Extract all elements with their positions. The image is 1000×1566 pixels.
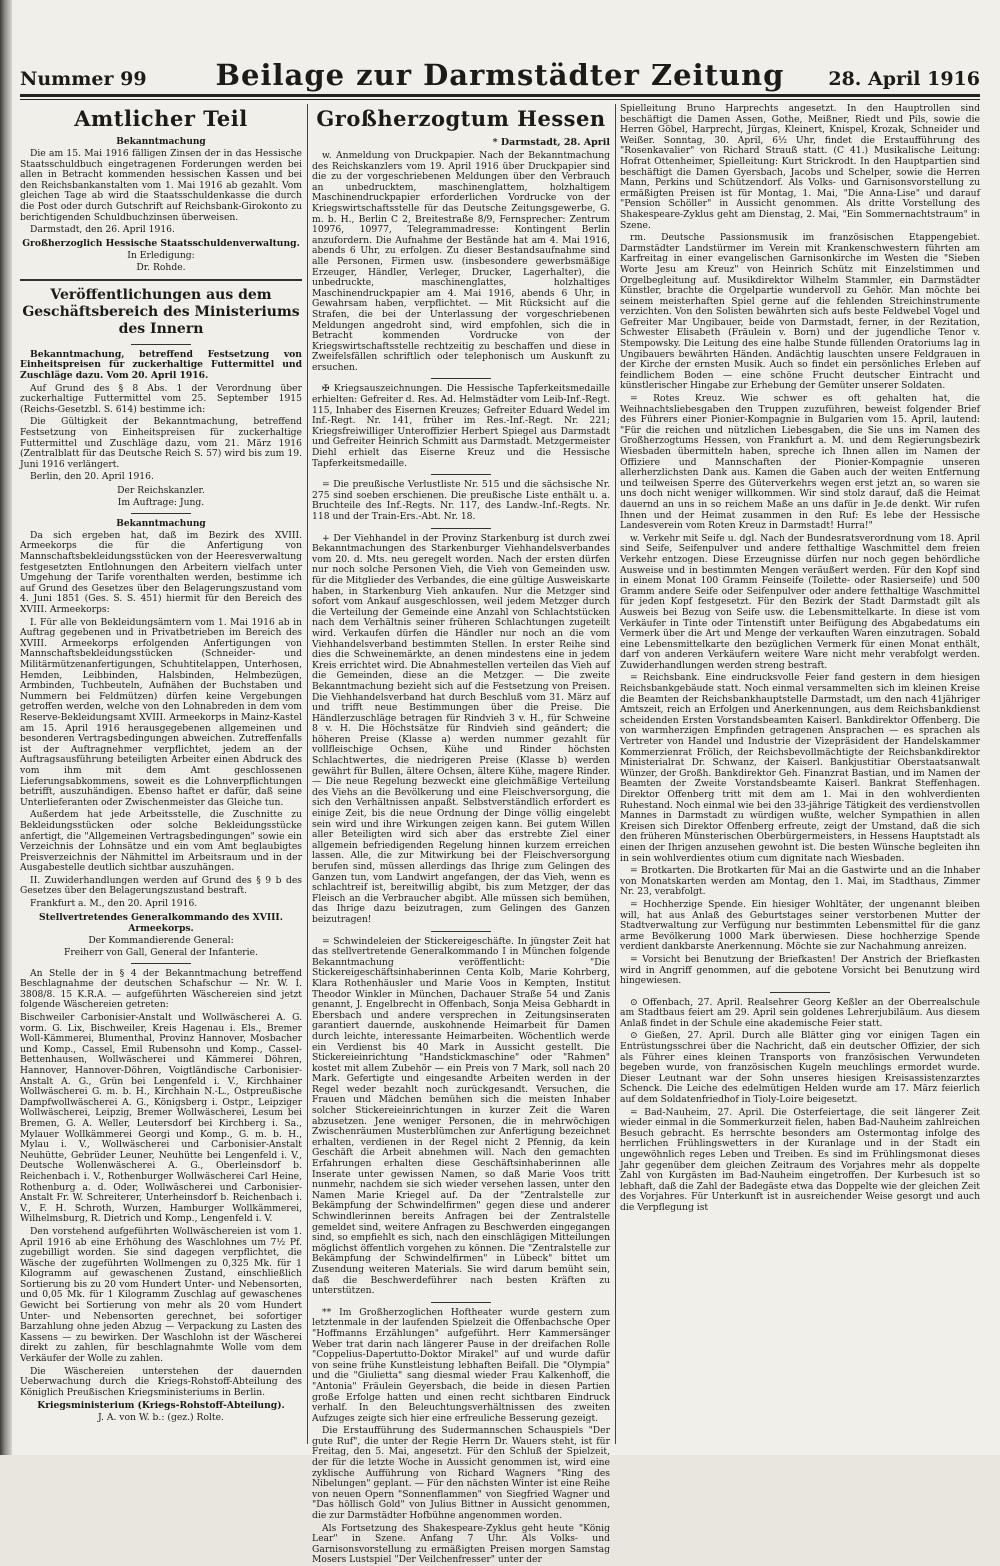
masthead-rule (20, 94, 980, 97)
issue-date: 28. April 1916 (828, 68, 980, 90)
article-paragraph: Spielleitung Bruno Harprechts angesetzt. In den Hauptrollen sind beschäftigt die Damen Assen, Gothe, Meißner, Riedt und Pils, sowie die Herren Göbel, Harprecht, Jürgas, Kleinert, Knispel, Krozak, Schneider und Weißer. Sonntag, 30. April, 6½ Uhr, findet die Erstaufführung des "Rosenkavalier" von Richard Strauß statt. (C 41.) Musikalische Leitung: Hofrat Ottenheimer, Spielleitung: Kurt Strickrodt. In den Hauptpartien sind beschäftigt die Damen Gyersbach, Jacobs und Schelper, sowie die Herren Mann, Perkins und Schützendorf. Als Volks- und Garnisonsvorstellung zu ermäßigten Preisen ist für Montag, 1. Mai, "Die Anna-Lise" und darauf "Pension Schöller" in Aussicht genommen. Als dritte Vorstellung des Shakespeare-Zyklus geht am Dienstag, 2. Mai, "Ein Sommernachtstraum" in Szene. (620, 103, 980, 231)
article-paragraph: w. Verkehr mit Seife u. dgl. Nach der Bundesratsverordnung vom 18. April sind Seife, Seifenpulver und andere fetthaltige Waschmittel dem freien Verkehr entzogen. Diese Erzeugnisse dürfen nur noch gegen behördliche Ausweise und in bestimmten Mengen veräußert werden. Für den Kopf sind in einem Monat 100 Gramm Feinseife (Toilette- oder Rasierseife) und 500 Gramm andere Seife oder Seifenpulver oder andere fetthaltige Waschmittel für jeden Kopf festgesetzt. Für den Bezirk der Stadt Darmstadt gilt als Ausweis bei Bezug von Seife usw. die Lebensmittelkarte. In diese ist vom Verkäufer in Tinte oder Tintenstift unter Beifügung des Abgabedatums ein Vermerk über die Art und Menge der verkauften Waren einzutragen. Sobald eine Lebensmittelkarte den bezüglichen Vermerk für einen Monat enthält, darf von anderen Verkäufern weitere Ware nicht mehr verabfolgt werden. Zuwiderhandlungen werden streng bestraft. (620, 532, 980, 671)
scan-binding-edge (0, 0, 12, 1455)
notice-signature: Dr. Rohde. (136, 261, 186, 273)
section-title-amtlicher-teil: Amtlicher Teil (74, 106, 248, 131)
divider (20, 279, 302, 281)
notice-text: I. Für alle von Bekleidungsämtern vom 1. Mai 1916 ab in Auftrag gegebenen und in Privatbetrieben im Bereich des XVIII. Armeekorps erfolgenden Anfertigungen von Mannschaftsbekleidungsstücken (Schneider- und Militärmützenanfertigungen, Schuhtitelappen, Unterhosen, Hemden, Leibbinden, Halsbinden, Helmbezügen, Armbinden, Tuchbeuteln, Aufnähen der Buchstaben und Nummern bei Feldmützen) dürfen keine Vergebungen getroffen werden, welche von den Lohnabreden in dem vom Reserve-Bekleidungsamt XVIII. Armeekorps in Mainz-Kastel am 15. April 1916 herausgegebenen allgemeinen und besonderen Vertragsbedingungen abweichen. Zutreffenfalls ist der Auftragnehmer verpflichtet, jedem an der Auftragsausführung beteiligten Arbeiter einen Abdruck des vom ihm mit dem Amt geschlossenen Lieferungsabkommens, soweit es die Lohnverpflichtungen betrifft, auszuhändigen. Ebenso haftet er dafür, daß seine Unterlieferanten oder Zwischenmeister das Gleiche tun. (20, 616, 302, 808)
notice-text: Da sich ergeben hat, daß im Bezirk des XVIII. Armeekorps die für die Anfertigung von Mannschaftsbekleidungsstücken von der Heeresverwaltung festgesetzten Entlohnungen den Arbeitern vielfach unter Umgehung der Tarife vorenthalten werden, bestimme ich auf Grund des Gesetzes über den Belagerungszustand vom 4. Juni 1851 (Ges. S. S. 451) hiermit für den Bereich des XVIII. Armeekorps: (20, 529, 302, 616)
notice-heading: Bekanntmachung (116, 137, 206, 147)
notice-heading: Bekanntmachung (116, 518, 206, 529)
divider (131, 963, 191, 964)
divider (431, 1302, 491, 1303)
article-paragraph: + Der Viehhandel in der Provinz Starkenburg ist durch zwei Bekanntmachungen des Starkenburger Viehhandelsverbandes vom 20. d. Mts. neu geregelt worden. Nach der ersten dürfen nur noch solche Personen Vieh, die Vieh von Gemeinden usw. für die Mitglieder des Verbandes, die eine gültige Ausweiskarte haben, in Starkenburg Vieh ankaufen. Nur die Metzger sind sofort vom Ankauf ausgeschlossen, weil jedem Metzger durch die Verteilung der Gemeinde eine Anzahl von Schlachtstücken nach dem Verhältnis seiner früheren Schlachtungen zugeteilt wird. Verkaufen dürfen die Händler nur noch an die vom Viehhandelsverband bestimmten Stellen. In erster Reihe sind dies die Schweinemärkte, an denen mindestens eine in jedem Kreis errichtet wird. Die Abnahmestellen verteilen das Vieh auf die Gemeinden, diese an die Metzger. — Die zweite Bekanntmachung bezieht sich auf die Festsetzung von Preisen. Die Viehhandelsverband hat durch Beschluß vom 31. März auf und trifft neue Bestimmungen über die Preise. Die Händlerzuschläge betragen für Rindvieh 3 v. H., für Schweine 8 v. H. Die Höchstsätze für Rindvieh sind geändert; die höheren Preise (Klasse a) werden nummer gezahlt für vollfleischige Ochsen, Kühe und Rinder höchsten Schlachtwertes, die niedrigeren Preise (Klasse b) werden gewährt für Bullen, ältere Ochsen, ältere Kühe, magere Rinder. — Die neue Regelung bezweckt eine gleichmäßige Verteilung des Viehs an die Bevölkerung und eine Fleischversorgung, die sich den Verhältnissen anpaßt. Selbstverständlich erfordert es einige Zeit, bis die neue Ordnung der Dinge völlig eingelebt sein wird und ihre Wirkungen zeigen kann. Bei gutem Willen aller Beteiligten wird sich aber das erstrebte Ziel einer allgemein befriedigenden Regelung hinnen kurzem erreichen lassen. Alle, die zur Mitwirkung bei der Fleischversorgung berufen sind, müssen allerdings das Ihrige zum Gelingen des Ganzen tun, vom Landwirt angefangen, der das Vieh, wenn es schlachtreif ist, bereitwillig abgibt, bis zum Metzger, der das Fleisch an die Verbraucher abgibt. Alle müssen sich bemühen, das Ihrige dazu beizutragen, zum Gelingen des Ganzen beizutragen! (312, 532, 610, 925)
masthead (20, 58, 980, 94)
notice-list: Bischweiler Carbonisier-Anstalt und Wollwäscherei A. G. vorm. G. Lix, Bischweiler, Kreis Hagenau i. Els., Bremer Woll-Kämmerei, Blumenthal, Provinz Hannover, Mosbacher und Komp., Cassel, Emil Rubensohn und Komp., Cassel-Bettenhausen, Wollwäscherei und Kämmerei Döhren, Hannover, Hannover-Döhren, Voigtländische Carbonisier-Anstalt A. G., Grün bei Lengenfeld i. V., Kirchhainer Wollwäscherei G. m. b. H., Kirchhain N.-L., Ostpreußische Dampfwollwäscherei A. G., Königsberg i. Ostpr., Leipziger Wollwäscherei, Leipzig, Bremer Wollwäscherei, Lesum bei Bremen, G. A. Weller, Leutersdorf bei Kirchberg i. Sa., Mylauer Wollkämmerei Georgi und Komp., G. m. b. H., Mylau i. V., Wollwäscherei und Carbonisier-Anstalt Neuhütte, Gebrüder Leuner, Neuhütte bei Lengenfeld i. V., Deutsche Wollenwäscherei A. G., Oberleinsdorf b. Reichenbach i. V., Rothenburger Wollwäscherei Carl Heine, Rothenburg a. d. Oder, Wollwäscherei und Carbonisier-Anstalt Fr. W. Schreiterer, Unterheinsdorf b. Reichenbach i. V., F. H. Schroth, Wurzen, Hamburger Wollkämmerei, Wilhelmsburg, R. Dietrich und Komp., Lengenfeld i. V. (20, 1012, 302, 1225)
divider (131, 344, 191, 345)
notice-text: Auf Grund des § 8 Abs. 1 der Verordnung über zuckerhaltige Futtermittel vom 25. September 1915 (Reichs-Gesetzbl. S. 614) bestimme ich: (20, 382, 302, 415)
notice-text: Die am 15. Mai 1916 fälligen Zinsen der in das Hessische Staatsschuldbuch eingetragenen Forderungen werden bei allen in Betracht kommenden hessischen Kassen und bei den Reichsbankanstalten vom 1. Mai 1916 ab gezahlt. Vom gleichen Tage ab wird die Staatsschuldenkasse die durch die Post oder durch Gutschrift auf Reichsbank-Girokonto zu berichtigenden Schuldbuchzinsen überweisen. (20, 148, 302, 223)
notice-signature: Stellvertretendes Generalkommando des XVIII. Armeekorps. (39, 911, 283, 934)
article-paragraph: w. Anmeldung von Druckpapier. Nach der Bekanntmachung des Reichskanzlers vom 19. April 1916 über Druckpapier sind die zu der vorgeschriebenen Meldungen über den Verbrauch an unbedrucktem, maschinenglattem, holzhaltigem Maschinendruckpapier erforderlichen Vordrucke von der Kriegswirtschaftsstelle für das Deutsche Zeitungsgewerbe, G. m. b. H., Berlin C 2, Breitestraße 8/9, Fernsprecher: Zentrum 10976, 10977, Telegrammadresse: Kontingent Berlin anzufordern. Die Aufnahme der Bestände hat am 4. Mai 1916, abends 6 Uhr, zu erfolgen. Zu dieser Bestandsaufnahme sind alle Personen, Firmen usw. (insbesondere gewerbsmäßige Erzeuger, Händler, Verleger, Drucker, Lagerhalter), die unbedruckte, maschinenglattes, holzhaltiges Maschinendruckpapier am 4. Mai 1916, abends 6 Uhr, in Gewahrsam haben, verpflichtet. — Mit Rücksicht auf die Strafen, die bei der Unterlassung der vorgeschriebenen Meldungen angedroht sind, wird empfohlen, sich die in Betracht kommenden Vordrucke von der Kriegswirtschaftsstelle rechtzeitig zu beschaffen und diese in Zweifelsfällen schriftlich oder telephonisch um Auskunft zu ersuchen. (312, 150, 610, 373)
notice-date: Darmstadt, den 26. April 1916. (30, 224, 175, 236)
column-3 (620, 104, 980, 1444)
notice-date: Berlin, den 20. April 1916. (30, 471, 154, 483)
notice-text: Die Gültigkeit der Bekanntmachung, betreffend Festsetzung von Einheitspreisen für zuckerhaltige Futtermittel und Zuschläge dazu, vom 21. März 1916 (Zentralblatt für das Deutsche Reich S. 57) wird bis zum 19. Juni 1916 verlängert. (20, 416, 302, 470)
masthead-rule-thin (20, 99, 980, 100)
article-paragraph: = Schwindeleien der Stickereigeschäfte. In jüngster Zeit hat das stellvertretende Generalkommando I in München folgende Bekanntmachung veröffentlicht: "Die Stickereigeschäftsinhaberinnen Centa Kolb, Marie Kohrberg, Klara Rothenhäusler und Marie Voos in Kempten, Institut Theodor Winkler in München, Dachauer Straße 54 und Zanis genannt, J. Engelbrecht in Offenbach, Sonja Meisa Gebhardt in Ebersbach und andere versprechen in Zeitungsinseraten garantiert dauernde, auskohnende Heimarbeit für Damen durch leichte, interessante Heimarbeiten. Wöchentlich werde ein Verdienst bis 40 Mark in Aussicht gestellt. Die Stickereieinrichtung "Handstickmaschine" oder "Rahmen" kostet mit allem Zubehör — ein Preis von 7 Mark, soll nach 20 Mark. Gefertigte und eingesandte Arbeiten werden in der Regel weder bezahlt noch zurückgesandt. Versuchen, die Frauen und Mädchen bemühen sich die meisten Inhaber solcher Stickereieinrichtungen in kurzer Zeit die Waren abzusetzen. Jene weniger Personen, die in mehrwöchigen Zwischenräumen Musterblümchen zur Anfertigung bezeichnet erhalten, verdienen in der Regel nicht 2 Pfennig, da kein Geschäft die Arbeit abnehmen will. Nach den gemachten Erfahrungen erhalten diese Geschäftsinhaberinnen alle Inserate unter gewissen Namen, so daß Marie Voos tritt nunmehr, nachdem sie sich wieder versehen lassen, unter den Namen Marie Kriegel auf. Da der "Zentralstelle zur Bekämpfung der Schwindelfirmen" gegen diese und anderer Schwindlerinnen bereits Anfragen bei der Zentralstelle gemeldet sind, weitere Anfragen zu Beschwerden eingegangen sind, so empfiehlt es sich, nach den einschlägigen Mitteilungen möglichst öffentlich vorgehen zu können. Die "Zentralstelle zur Bekämpfung der Schwindelfirmen" in Lübeck" bittet um Zusendung weiteren Materials. Sie wird darum bemüht sein, daß die Beschwerdeführer nach besten Kräften zu unterstützen. (312, 935, 610, 1297)
notice-text: Außerdem hat jede Arbeitsstelle, die Zuschnitte zu Bekleidungsstücken oder solche Bekleidungsstücke anfertigt, die "Allgemeinen Vertragsbedingungen" sowie ein Verzeichnis der Lohnsätze und ein vom Amt beglaubigtes Preisverzeichnis der Nähmittel im Arbeitsraum und in der Ausgabestelle deutlich sichtbar auszuhängen. (20, 809, 302, 874)
notice-heading: Bekanntmachung, betreffend Festsetzung von Einheitspreisen für zuckerhaltige Futtermittel und Zuschläge dazu. Vom 20. April 1916. (20, 348, 302, 381)
notice-signature: Großherzoglich Hessische Staatsschuldenverwaltung. (22, 237, 300, 249)
notice-signature: Kriegsministerium (Kriegs-Rohstoff-Abteilung). (37, 1400, 285, 1412)
article-paragraph: ⊙ Gießen, 27. April. Durch alle Blätter ging vor einigen Tagen ein Entrüstungsschrei über die Nachricht, daß ein deutscher Offizier, der sich als Führer eines kleinen Transports von französischen Verwundeten begeben wurde, von französischen Kugeln meuchlings ermordet wurde. Dieser Leutnant war der Sohn unseres hiesigen Kreisassistenzarztes Schenck. Die Leiche des edelmütigen Helden wurde am 17. März feierlich auf dem Soldatenfriedhof in Tioly-Loire beigesetzt. (620, 1030, 980, 1106)
article-paragraph: = Die preußische Verlustliste Nr. 515 und die sächsische Nr. 275 sind soeben erschienen. Die preußische Liste enthält u. a. Bruchteile des Inf.-Regts. Nr. 117, des Landw.-Inf.-Regts. Nr. 118 und der Train-Ers.-Abt. Nr. 18. (312, 479, 610, 522)
article-paragraph: = Vorsicht bei Benutzung der Briefkasten! Der Anstrich der Briefkasten wird in Angriff genommen, auf die gebotene Vorsicht bei Benutzung wird hingewiesen. (620, 953, 980, 987)
notice-text: Den vorstehend aufgeführten Wollwäschereien ist vom 1. April 1916 ab eine Erhöhung des Waschlohnes um 7½ Pf. zugebilligt worden. Sie sind dagegen verpflichtet, die Wäsche der zugeführten Wollmengen zu 0,325 Mk. für 1 Kilogramm auf gewaschenen Zustand, einschließlich Sortierung bis zu 20 vom Hundert Unter- und Nebensorten, und 0,05 Mk. für 1 Kilogramm Zuschlag auf gewaschenes Gewicht bei Sortierung von mehr als 20 vom Hundert Unter- und Nebensorten gerechnet, bei sofortiger Barzahlung ohne jeden Abzug — Verpackung zu Lasten des Kassens — zu bewirken. Der Waschlohn ist der Wäscherei direkt zu zahlen, für beschlagnahmte Wolle vom dem Verkäufer der Wolle zu zahlen. (20, 1225, 302, 1365)
notice-signature: Der Reichskanzler. (117, 484, 205, 496)
notice-text: II. Zuwiderhandlungen werden auf Grund des § 9 b des Gesetzes über den Belagerungszustand bestraft. (20, 874, 302, 897)
notice-signature: In Erledigung: (127, 249, 195, 261)
notice-signature: Der Kommandierende General: (88, 934, 234, 946)
notice-signature: Freiherr von Gall, General der Infanterie. (64, 946, 258, 958)
article-paragraph: ⊙ Offenbach, 27. April. Realsehrer Georg Keßler an der Oberrealschule am Stadtbaus feiert am 29. April sein goldenes Lehrerjubiläum. Aus diesem Anlaß findet in der Schule eine akademische Feier statt. (620, 996, 980, 1029)
notice-text: An Stelle der in § 4 der Bekanntmachung betreffend Beschlagnahme der deutschen Schafschur — Nr. W. I. 3808/8. 15 K.R.A. — aufgeführten Wäschereien sind jetzt folgende Wäschereien getreten: (20, 967, 302, 1011)
article-paragraph: = Hochherzige Spende. Ein hiesiger Wohltäter, der ungenannt bleiben will, hat aus Anlaß des Geburtstages seiner verstorbenen Mutter der Stadtverwaltung zur Verfügung nur bestimmten Lebensmittel für die ganz arme Bevölkerung 1000 Mark überwiesen. Diese hochherzige Spende verdient dankbarste Anerkennung. Möchte sie zur Nachahmung anreizen. (620, 898, 980, 953)
notice-signature: Im Auftrage: Jung. (117, 496, 205, 508)
article-paragraph: = Brotkarten. Die Brotkarten für Mai an die Gastwirte und an die Inhaber von Monatskarten werden am Montag, den 1. Mai, im Stadthaus, Zimmer Nr. 23, verabfolgt. (620, 865, 980, 898)
notice-signature: J. A. von W. b.: (gez.) Rolte. (98, 1412, 224, 1424)
divider (431, 378, 491, 379)
article-paragraph: Als Fortsetzung des Shakespeare-Zyklus geht heute "König Lear" in Szene. Anfang 7 Uhr. Als Volks- und Garnisonsvorstellung zu ermäßigten Preisen morgen Samstag Mosers Lustspiel "Der Veilchenfresser" unter der (312, 1522, 610, 1566)
column-1 (20, 104, 302, 1444)
divider (431, 528, 491, 529)
divider (131, 513, 191, 514)
divider (770, 992, 830, 993)
notice-text: Die Wäschereien unterstehen der dauernden Ueberwachung durch die Kriegs-Rohstoff-Abteilung des Königlich Preußischen Kriegsministeriums in Berlin. (20, 1365, 302, 1398)
article-paragraph: = Rotes Kreuz. Wie schwer es oft gehalten hat, die Weihnachtsliebesgaben den Truppen zuzuführen, beweist folgender Brief des Führers einer Pionier-Kompagnie in Bulgarien vom 15. April, lautend: "Für die reichen und nützlichen Liebesgaben, die Sie uns im Namen des Großherzogtums Hessen, von Frankfurt a. M. und dem Regierungsbezirk Wiesbaden übermitteln haben, spreche ich Ihnen allen im Namen der Offiziere und Mannschaften der Pionier-Kompagnie unseren allerherzlichsten Dank aus. Kamen die Gaben auch der weiten Entfernung und teilweisen Sperre des Güterverkehrs wegen erst jetzt an, so waren sie uns doch nicht weniger willkommen. Wir sind stolz darauf, daß die Heimat dauernd an uns in so reichem Maße an uns dafür in Je.de denkt. Wir rufen Ihnen und der Heimat zusammen in den Ruf: Es lebe der Hessische Landesverein vom Roten Kreuz in Darmstadt! Hurra!" (620, 393, 980, 532)
divider (431, 931, 491, 932)
article-paragraph: ** Im Großherzoglichen Hoftheater wurde gestern zum letztenmale in der laufenden Spielzeit die Offenbachsche Oper "Hoffmanns Erzählungen" aufgeführt. Herr Kammersänger Weber trat darin nach längerer Pause in der dreifachen Rolle "Coppelius-Dapertutto-Doktor Mirakel" auf und wurde dafür von seine frühe Kunstleistung lebhaften Beifall. Die "Olympia" und die "Giulietta" sang diesmal wieder Frau Kalkenhoff, die "Antonia" Fräulein Geyersbach, die beide in diesen Partien große Erfolge hatten und einen recht sichtbaren Eindruck verhalf. In den Beleuchtungsverhältnissen des zweiten Aufzuges zeigte sich hier eine erfreuliche Besserung gezeigt. (312, 1306, 610, 1424)
divider (431, 474, 491, 475)
column-rule (307, 104, 308, 1444)
article-paragraph: = Bad-Nauheim, 27. April. Die Osterfeiertage, die seit längerer Zeit wieder einmal in die Sommerkurzeit fielen, haben Bad-Nauheim zahlreichen Besuch gebracht. Es herrschte besonders am Ostermontag infolge des herrlichen Frühlingswetters in der Kuranlage und in der Stadt ein ungewöhnlich reges Leben und Treiben. Es sind im Frühlingsmonat dieses Jahr gegenüber dem gleichen Zeitraum des Vorjahres mehr als doppelte Zahl von Kurgästen im Bad-Nauheim eingetroffen. Der Kurbesuch ist so lebhaft, daß die Zahl der Badegäste etwa das Doppelte wie der gleichen Zeit des Vorjahres. Für Unterkunft ist in ausreichender Weise gesorgt und auch die Verpflegung ist (620, 1106, 980, 1213)
article-paragraph: rm. Deutsche Passionsmusik im französischen Etappengebiet. Darmstädter Landstürmer im Verein mit Krankenschwestern führten am Karfreitag in einer evangelischen Garnisonkirche im Westen die "Sieben Worte Jesu am Kreuz" von Heinrich Schütz mit Einzelstimmen und Orgelbegleitung auf. Musikdirektor Wilhelm Stammler, ein Darmstädter Künstler, brachte die Orgelpartie wundervoll zu Gehör. Man möchte bei seinem meisterhaften Spiel gerne auf die fehlenden Streichinstrumente verzichten. Von den Solisten bewährten sich aufs beste Feldwebel Vogel und Gefreiter Mar Ungibauer, beide von Darmstadt, ferner, in der Rezitation, Schwester Elisabeth (Fräulein v. Born) und der jugendliche Tenor v. Stempowsky. Die Leitung des eine halbe Stunde füllenden Oratoriums lag in Ungibauers bewährten Händen. Andächtig lauschten unsere Feldgrauen in der Kirche der ernsten Musik. Auch so findet ein persönliches Erleben auf feindlichem Boden — eine schöne Frucht deutscher Eintracht und künstlerischer Hingabe zur Erhebung der Gemüter unserer Soldaten. (620, 232, 980, 392)
newspaper-title: Beilage zur Darmstädter Zeitung (215, 58, 785, 92)
issue-number: Nummer 99 (20, 68, 147, 90)
column-rule (615, 104, 616, 1444)
article-paragraph: = Reichsbank. Eine eindrucksvolle Feier fand gestern in dem hiesigen Reichsbankgebäude statt. Noch einmal versammelten sich im kleinen Kreise die Beamten der Reichsbankhauptstelle Darmstadt, um den nach 41jähriger Amtszeit, reich an Erfolgen und Anerkennungen, aus dem Reichsbankdienst scheidenden Ersten Vorstandsbeamten Kaiserl. Bankdirektor Offenberg. Die von warmherzigen Empfinden getragenen Ansprachen — es sprachen als Vertreter von Handel und Industrie der Vizepräsident der Handelskammer Kommerzienrat Frölich, der Reichsbevollmächtigte der Reichsbankdirektor Ministerialrat Dr. Schwanz, der Kaiserl. Bankjustitiar Oberstaatsanwalt Wünzer, der Großh. Bankdirektor Geh. Finanzrat Bastian, und im Namen der Beamten der Zweite Vorstandsbeamte Kaiserl. Bankrat Steffenhagen. Direktor Offenberg tritt mit dem am 1. Mai in den wohlverdienten Ruhestand. Noch einmal wie bei den 33-jährige Tätigkeit des verdienstvollen Mannes in Darmstadt zu würdigen wußte, welcher Sympathien in allen Kreisen sich Direktor Offenberg erfreute, zeigt der Umstand, daß die sich den früheren Münsterischen Oberbürgermeisters, in Hessens Hauptstadt als einen der Ihrigen anzusehen gewohnt ist. Die besten Wünsche begleiten ihn in sein wohlverdientes otium cum dignitate nach Wiesbaden. (620, 672, 980, 864)
dateline: * Darmstadt, 28. April (492, 137, 610, 148)
column-2 (312, 104, 610, 1566)
notice-date: Frankfurt a. M., den 20. April 1916. (30, 898, 198, 910)
section-title-grossherzogtum: Großherzogtum Hessen (316, 106, 606, 131)
section-title-ministerium: Veröffentlichungen aus dem Geschäftsbereich des Ministeriums des Innern (22, 286, 300, 337)
article-paragraph: Die Erstaufführung des Sudermannschen Schauspiels "Der gute Ruf", die unter der Regie Herrn Dr. Wauers steht, ist für Freitag, den 5. Mai, angesetzt. Für den Schluß der Spielzeit, der für die letzte Woche in Aussicht genommen ist, wird eine zyklische Aufführung von Richard Wagners "Ring des Nibelungen" geplant. — Für den nächsten Winter ist eine Reihe von neuen Opern "Sonnenflammen" von Siegfried Wagner und "Das höllisch Gold" von Julius Bittner in Aussicht genommen, die zur Darmstädter Hofbühne angenommen worden. (312, 1425, 610, 1522)
article-paragraph: ✠ Kriegsauszeichnungen. Die Hessische Tapferkeitsmedaille erhielten: Gefreiter d. Res. Ad. Helmstädter vom Leib-Inf.-Regt. 115, Inhaber des Eisernen Kreuzes; Gefreiter Eduard Wedel im Inf.-Regt. Nr. 141, früher im Res.-Inf.-Regt. Nr. 221; Kriegsfreiwilliger Unteroffizier Herbert Spiegel aus Darmstadt und Gefreiter Heinrich Schmitt aus Darmstadt. Metzgermeister Diehl erhielt das Eiserne Kreuz und die Hessische Tapferkeitsmedaille. (312, 383, 610, 469)
